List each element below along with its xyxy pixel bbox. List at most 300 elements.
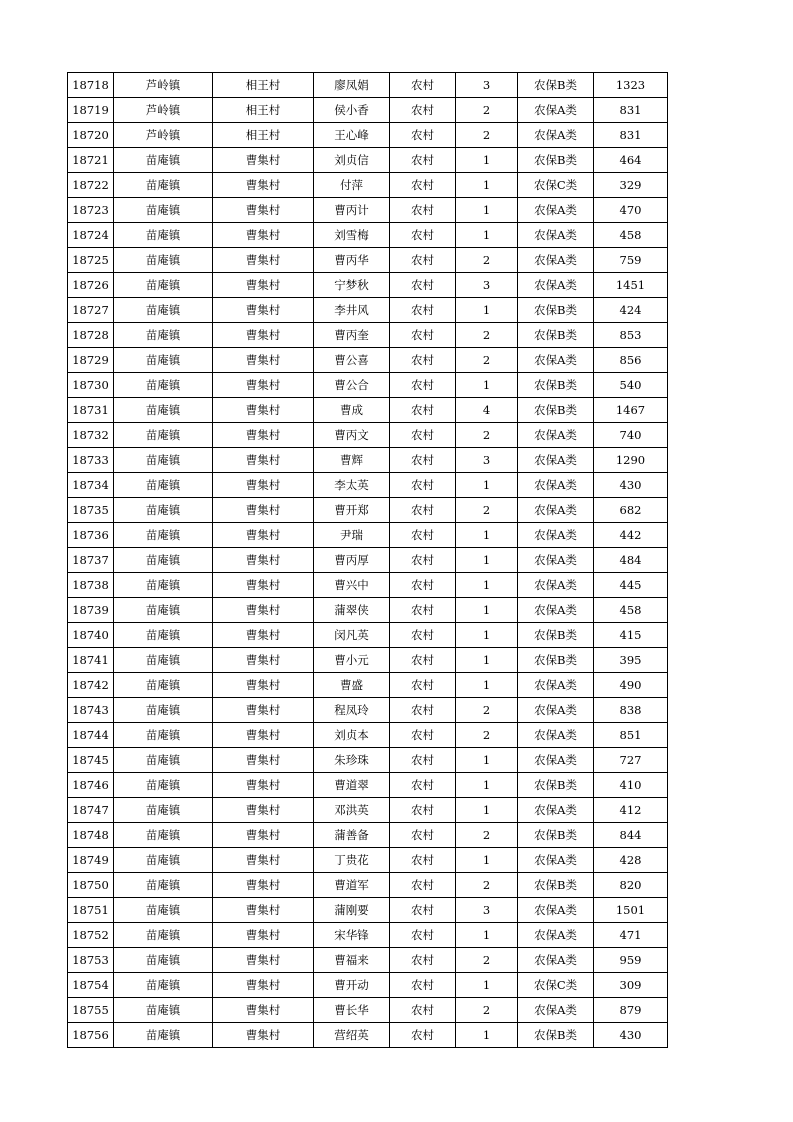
table-row <box>68 723 668 748</box>
household-type-cell: 农村 <box>390 773 456 798</box>
village-cell: 相王村 <box>213 73 314 98</box>
insurance-category-cell: 农保A类 <box>518 523 594 548</box>
name-cell: 朱珍珠 <box>314 748 390 773</box>
member-count-cell: 1 <box>456 523 518 548</box>
name-cell: 闵凡英 <box>314 623 390 648</box>
member-count-cell: 2 <box>456 873 518 898</box>
serial-number-cell: 18731 <box>68 398 114 423</box>
name-cell: 侯小香 <box>314 98 390 123</box>
member-count-cell: 1 <box>456 673 518 698</box>
village-cell: 曹集村 <box>213 573 314 598</box>
household-type-cell: 农村 <box>390 548 456 573</box>
insurance-category-cell: 农保B类 <box>518 648 594 673</box>
member-count-cell: 1 <box>456 173 518 198</box>
name-cell: 曹道军 <box>314 873 390 898</box>
insurance-category-cell: 农保A类 <box>518 723 594 748</box>
town-cell: 芦岭镇 <box>114 123 213 148</box>
member-count-cell: 1 <box>456 923 518 948</box>
amount-cell: 831 <box>594 123 668 148</box>
member-count-cell: 1 <box>456 648 518 673</box>
name-cell: 尹瑞 <box>314 523 390 548</box>
table-row <box>68 673 668 698</box>
village-cell: 相王村 <box>213 123 314 148</box>
member-count-cell: 1 <box>456 298 518 323</box>
insurance-category-cell: 农保A类 <box>518 848 594 873</box>
household-type-cell: 农村 <box>390 598 456 623</box>
amount-cell: 959 <box>594 948 668 973</box>
serial-number-cell: 18755 <box>68 998 114 1023</box>
table-row <box>68 448 668 473</box>
serial-number-cell: 18746 <box>68 773 114 798</box>
name-cell: 曹兴中 <box>314 573 390 598</box>
serial-number-cell: 18747 <box>68 798 114 823</box>
household-type-cell: 农村 <box>390 323 456 348</box>
table-row <box>68 198 668 223</box>
household-type-cell: 农村 <box>390 198 456 223</box>
insurance-category-cell: 农保A类 <box>518 998 594 1023</box>
amount-cell: 856 <box>594 348 668 373</box>
amount-cell: 1467 <box>594 398 668 423</box>
household-type-cell: 农村 <box>390 98 456 123</box>
amount-cell: 1451 <box>594 273 668 298</box>
member-count-cell: 3 <box>456 448 518 473</box>
name-cell: 曹成 <box>314 398 390 423</box>
town-cell: 苗庵镇 <box>114 923 213 948</box>
village-cell: 曹集村 <box>213 823 314 848</box>
name-cell: 曹小元 <box>314 648 390 673</box>
amount-cell: 727 <box>594 748 668 773</box>
village-cell: 曹集村 <box>213 273 314 298</box>
insurance-category-cell: 农保A类 <box>518 123 594 148</box>
member-count-cell: 1 <box>456 598 518 623</box>
insurance-category-cell: 农保A类 <box>518 548 594 573</box>
household-type-cell: 农村 <box>390 923 456 948</box>
serial-number-cell: 18743 <box>68 698 114 723</box>
insurance-category-cell: 农保A类 <box>518 573 594 598</box>
amount-cell: 820 <box>594 873 668 898</box>
amount-cell: 838 <box>594 698 668 723</box>
serial-number-cell: 18750 <box>68 873 114 898</box>
member-count-cell: 2 <box>456 498 518 523</box>
serial-number-cell: 18735 <box>68 498 114 523</box>
town-cell: 苗庵镇 <box>114 973 213 998</box>
name-cell: 王心峰 <box>314 123 390 148</box>
household-type-cell: 农村 <box>390 123 456 148</box>
amount-cell: 879 <box>594 998 668 1023</box>
table-row <box>68 698 668 723</box>
member-count-cell: 1 <box>456 373 518 398</box>
table-row <box>68 873 668 898</box>
name-cell: 蒲刚要 <box>314 898 390 923</box>
town-cell: 苗庵镇 <box>114 798 213 823</box>
village-cell: 曹集村 <box>213 248 314 273</box>
town-cell: 苗庵镇 <box>114 448 213 473</box>
amount-cell: 430 <box>594 473 668 498</box>
name-cell: 李井风 <box>314 298 390 323</box>
table-row <box>68 498 668 523</box>
name-cell: 曹盛 <box>314 673 390 698</box>
insurance-category-cell: 农保B类 <box>518 73 594 98</box>
household-type-cell: 农村 <box>390 498 456 523</box>
member-count-cell: 2 <box>456 948 518 973</box>
name-cell: 刘贞本 <box>314 723 390 748</box>
town-cell: 苗庵镇 <box>114 473 213 498</box>
amount-cell: 428 <box>594 848 668 873</box>
serial-number-cell: 18718 <box>68 73 114 98</box>
town-cell: 芦岭镇 <box>114 98 213 123</box>
table-row <box>68 323 668 348</box>
household-type-cell: 农村 <box>390 348 456 373</box>
serial-number-cell: 18730 <box>68 373 114 398</box>
insurance-category-cell: 农保B类 <box>518 773 594 798</box>
amount-cell: 415 <box>594 623 668 648</box>
village-cell: 曹集村 <box>213 998 314 1023</box>
village-cell: 曹集村 <box>213 148 314 173</box>
name-cell: 丁贵花 <box>314 848 390 873</box>
member-count-cell: 2 <box>456 998 518 1023</box>
amount-cell: 1501 <box>594 898 668 923</box>
insurance-category-cell: 农保B类 <box>518 323 594 348</box>
insurance-category-cell: 农保A类 <box>518 898 594 923</box>
town-cell: 苗庵镇 <box>114 248 213 273</box>
household-type-cell: 农村 <box>390 423 456 448</box>
town-cell: 苗庵镇 <box>114 398 213 423</box>
town-cell: 苗庵镇 <box>114 948 213 973</box>
amount-cell: 412 <box>594 798 668 823</box>
insurance-category-cell: 农保A类 <box>518 248 594 273</box>
serial-number-cell: 18753 <box>68 948 114 973</box>
village-cell: 曹集村 <box>213 548 314 573</box>
household-type-cell: 农村 <box>390 223 456 248</box>
name-cell: 营绍英 <box>314 1023 390 1048</box>
name-cell: 曹丙文 <box>314 423 390 448</box>
amount-cell: 1323 <box>594 73 668 98</box>
table-row <box>68 773 668 798</box>
town-cell: 苗庵镇 <box>114 998 213 1023</box>
town-cell: 苗庵镇 <box>114 823 213 848</box>
name-cell: 曹丙厚 <box>314 548 390 573</box>
table-row <box>68 273 668 298</box>
member-count-cell: 2 <box>456 698 518 723</box>
village-cell: 曹集村 <box>213 373 314 398</box>
household-type-cell: 农村 <box>390 798 456 823</box>
member-count-cell: 2 <box>456 823 518 848</box>
table-row <box>68 598 668 623</box>
town-cell: 苗庵镇 <box>114 648 213 673</box>
name-cell: 廖凤娟 <box>314 73 390 98</box>
member-count-cell: 1 <box>456 623 518 648</box>
amount-cell: 442 <box>594 523 668 548</box>
serial-number-cell: 18726 <box>68 273 114 298</box>
village-cell: 曹集村 <box>213 1023 314 1048</box>
insurance-category-cell: 农保A类 <box>518 948 594 973</box>
table-row <box>68 123 668 148</box>
amount-cell: 410 <box>594 773 668 798</box>
amount-cell: 424 <box>594 298 668 323</box>
member-count-cell: 1 <box>456 1023 518 1048</box>
amount-cell: 682 <box>594 498 668 523</box>
household-type-cell: 农村 <box>390 573 456 598</box>
serial-number-cell: 18736 <box>68 523 114 548</box>
village-cell: 曹集村 <box>213 498 314 523</box>
town-cell: 苗庵镇 <box>114 598 213 623</box>
town-cell: 苗庵镇 <box>114 348 213 373</box>
amount-cell: 853 <box>594 323 668 348</box>
village-cell: 相王村 <box>213 98 314 123</box>
table-row <box>68 1023 668 1048</box>
household-type-cell: 农村 <box>390 723 456 748</box>
village-cell: 曹集村 <box>213 948 314 973</box>
table-row <box>68 148 668 173</box>
village-cell: 曹集村 <box>213 423 314 448</box>
household-type-cell: 农村 <box>390 948 456 973</box>
insurance-category-cell: 农保A类 <box>518 348 594 373</box>
name-cell: 刘贞信 <box>314 148 390 173</box>
name-cell: 曹长华 <box>314 998 390 1023</box>
town-cell: 苗庵镇 <box>114 273 213 298</box>
member-count-cell: 2 <box>456 98 518 123</box>
town-cell: 苗庵镇 <box>114 173 213 198</box>
insurance-category-cell: 农保B类 <box>518 148 594 173</box>
name-cell: 曹公合 <box>314 373 390 398</box>
amount-cell: 395 <box>594 648 668 673</box>
village-cell: 曹集村 <box>213 648 314 673</box>
serial-number-cell: 18719 <box>68 98 114 123</box>
town-cell: 苗庵镇 <box>114 573 213 598</box>
village-cell: 曹集村 <box>213 223 314 248</box>
household-type-cell: 农村 <box>390 373 456 398</box>
insurance-category-cell: 农保A类 <box>518 423 594 448</box>
member-count-cell: 1 <box>456 773 518 798</box>
town-cell: 苗庵镇 <box>114 673 213 698</box>
town-cell: 芦岭镇 <box>114 73 213 98</box>
household-type-cell: 农村 <box>390 148 456 173</box>
member-count-cell: 1 <box>456 973 518 998</box>
table-row <box>68 398 668 423</box>
serial-number-cell: 18721 <box>68 148 114 173</box>
table-row <box>68 898 668 923</box>
member-count-cell: 3 <box>456 273 518 298</box>
village-cell: 曹集村 <box>213 848 314 873</box>
household-type-cell: 农村 <box>390 398 456 423</box>
village-cell: 曹集村 <box>213 198 314 223</box>
amount-cell: 458 <box>594 598 668 623</box>
amount-cell: 445 <box>594 573 668 598</box>
member-count-cell: 1 <box>456 198 518 223</box>
member-count-cell: 1 <box>456 748 518 773</box>
insurance-category-cell: 农保B类 <box>518 298 594 323</box>
serial-number-cell: 18752 <box>68 923 114 948</box>
name-cell: 刘雪梅 <box>314 223 390 248</box>
table-row <box>68 998 668 1023</box>
amount-cell: 740 <box>594 423 668 448</box>
serial-number-cell: 18725 <box>68 248 114 273</box>
name-cell: 曹福来 <box>314 948 390 973</box>
household-type-cell: 农村 <box>390 623 456 648</box>
serial-number-cell: 18732 <box>68 423 114 448</box>
name-cell: 李太英 <box>314 473 390 498</box>
table-row <box>68 423 668 448</box>
serial-number-cell: 18728 <box>68 323 114 348</box>
table-row <box>68 73 668 98</box>
amount-cell: 458 <box>594 223 668 248</box>
village-cell: 曹集村 <box>213 898 314 923</box>
town-cell: 苗庵镇 <box>114 723 213 748</box>
insurance-category-cell: 农保A类 <box>518 698 594 723</box>
village-cell: 曹集村 <box>213 323 314 348</box>
name-cell: 曹丙计 <box>314 198 390 223</box>
town-cell: 苗庵镇 <box>114 898 213 923</box>
table-row <box>68 648 668 673</box>
household-type-cell: 农村 <box>390 873 456 898</box>
name-cell: 曹道翠 <box>314 773 390 798</box>
table-row <box>68 373 668 398</box>
amount-cell: 464 <box>594 148 668 173</box>
table-row <box>68 848 668 873</box>
village-cell: 曹集村 <box>213 448 314 473</box>
insurance-category-cell: 农保B类 <box>518 823 594 848</box>
insurance-category-cell: 农保A类 <box>518 448 594 473</box>
town-cell: 苗庵镇 <box>114 148 213 173</box>
amount-cell: 430 <box>594 1023 668 1048</box>
serial-number-cell: 18723 <box>68 198 114 223</box>
insurance-category-cell: 农保A类 <box>518 598 594 623</box>
name-cell: 邓洪英 <box>314 798 390 823</box>
town-cell: 苗庵镇 <box>114 873 213 898</box>
serial-number-cell: 18722 <box>68 173 114 198</box>
table-row <box>68 823 668 848</box>
household-type-cell: 农村 <box>390 273 456 298</box>
household-type-cell: 农村 <box>390 898 456 923</box>
village-cell: 曹集村 <box>213 473 314 498</box>
town-cell: 苗庵镇 <box>114 698 213 723</box>
table-row <box>68 798 668 823</box>
member-count-cell: 4 <box>456 398 518 423</box>
village-cell: 曹集村 <box>213 298 314 323</box>
town-cell: 苗庵镇 <box>114 1023 213 1048</box>
insurance-category-cell: 农保A类 <box>518 98 594 123</box>
town-cell: 苗庵镇 <box>114 623 213 648</box>
serial-number-cell: 18734 <box>68 473 114 498</box>
insurance-category-cell: 农保A类 <box>518 748 594 773</box>
serial-number-cell: 18745 <box>68 748 114 773</box>
table-row <box>68 473 668 498</box>
town-cell: 苗庵镇 <box>114 223 213 248</box>
member-count-cell: 1 <box>456 848 518 873</box>
household-type-cell: 农村 <box>390 998 456 1023</box>
serial-number-cell: 18727 <box>68 298 114 323</box>
insurance-category-cell: 农保B类 <box>518 398 594 423</box>
serial-number-cell: 18741 <box>68 648 114 673</box>
table-row <box>68 623 668 648</box>
serial-number-cell: 18738 <box>68 573 114 598</box>
amount-cell: 844 <box>594 823 668 848</box>
household-type-cell: 农村 <box>390 248 456 273</box>
name-cell: 付萍 <box>314 173 390 198</box>
name-cell: 曹辉 <box>314 448 390 473</box>
name-cell: 曹开动 <box>314 973 390 998</box>
serial-number-cell: 18748 <box>68 823 114 848</box>
member-count-cell: 2 <box>456 723 518 748</box>
serial-number-cell: 18724 <box>68 223 114 248</box>
village-cell: 曹集村 <box>213 348 314 373</box>
table-row <box>68 573 668 598</box>
village-cell: 曹集村 <box>213 623 314 648</box>
household-type-cell: 农村 <box>390 473 456 498</box>
insurance-category-cell: 农保A类 <box>518 223 594 248</box>
amount-cell: 484 <box>594 548 668 573</box>
household-type-cell: 农村 <box>390 823 456 848</box>
member-count-cell: 2 <box>456 348 518 373</box>
household-type-cell: 农村 <box>390 1023 456 1048</box>
village-cell: 曹集村 <box>213 598 314 623</box>
household-type-cell: 农村 <box>390 523 456 548</box>
insurance-category-cell: 农保A类 <box>518 923 594 948</box>
insurance-category-cell: 农保C类 <box>518 173 594 198</box>
village-cell: 曹集村 <box>213 398 314 423</box>
table-row <box>68 223 668 248</box>
name-cell: 曹丙华 <box>314 248 390 273</box>
serial-number-cell: 18744 <box>68 723 114 748</box>
member-count-cell: 3 <box>456 73 518 98</box>
town-cell: 苗庵镇 <box>114 523 213 548</box>
amount-cell: 309 <box>594 973 668 998</box>
table-row <box>68 948 668 973</box>
town-cell: 苗庵镇 <box>114 548 213 573</box>
serial-number-cell: 18729 <box>68 348 114 373</box>
table-row <box>68 923 668 948</box>
name-cell: 宋华锋 <box>314 923 390 948</box>
household-type-cell: 农村 <box>390 748 456 773</box>
insurance-category-cell: 农保B类 <box>518 1023 594 1048</box>
insurance-category-cell: 农保A类 <box>518 198 594 223</box>
town-cell: 苗庵镇 <box>114 423 213 448</box>
member-count-cell: 1 <box>456 573 518 598</box>
town-cell: 苗庵镇 <box>114 373 213 398</box>
member-count-cell: 1 <box>456 148 518 173</box>
household-type-cell: 农村 <box>390 448 456 473</box>
member-count-cell: 1 <box>456 548 518 573</box>
town-cell: 苗庵镇 <box>114 198 213 223</box>
village-cell: 曹集村 <box>213 698 314 723</box>
serial-number-cell: 18742 <box>68 673 114 698</box>
serial-number-cell: 18740 <box>68 623 114 648</box>
member-count-cell: 2 <box>456 123 518 148</box>
serial-number-cell: 18749 <box>68 848 114 873</box>
table-row <box>68 298 668 323</box>
town-cell: 苗庵镇 <box>114 773 213 798</box>
village-cell: 曹集村 <box>213 673 314 698</box>
member-count-cell: 3 <box>456 898 518 923</box>
table-row <box>68 348 668 373</box>
insurance-category-cell: 农保A类 <box>518 473 594 498</box>
serial-number-cell: 18751 <box>68 898 114 923</box>
amount-cell: 471 <box>594 923 668 948</box>
town-cell: 苗庵镇 <box>114 498 213 523</box>
table-row <box>68 248 668 273</box>
household-type-cell: 农村 <box>390 973 456 998</box>
amount-cell: 831 <box>594 98 668 123</box>
member-count-cell: 1 <box>456 473 518 498</box>
village-cell: 曹集村 <box>213 748 314 773</box>
name-cell: 程凤玲 <box>314 698 390 723</box>
table-row <box>68 523 668 548</box>
member-count-cell: 2 <box>456 248 518 273</box>
village-cell: 曹集村 <box>213 873 314 898</box>
amount-cell: 470 <box>594 198 668 223</box>
insurance-category-cell: 农保A类 <box>518 673 594 698</box>
table-row <box>68 748 668 773</box>
